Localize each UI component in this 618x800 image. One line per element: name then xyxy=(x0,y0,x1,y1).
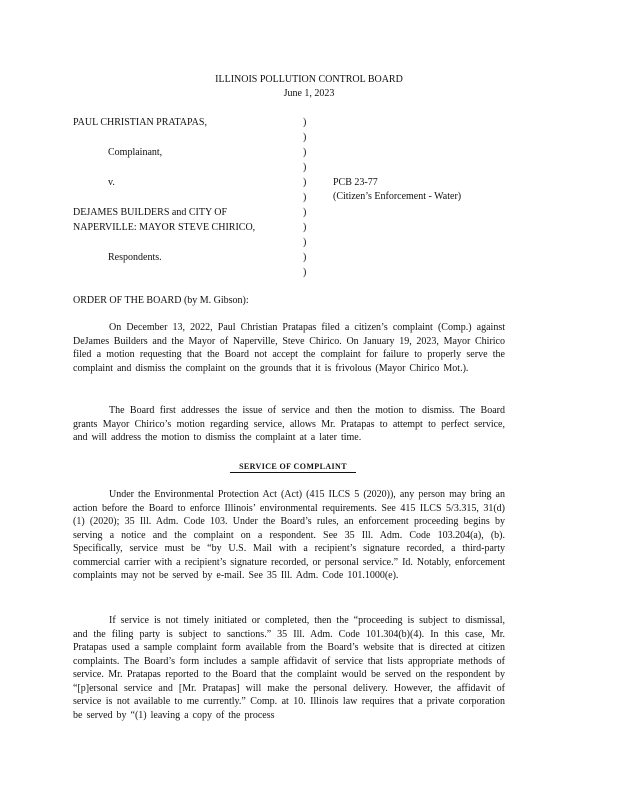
order-heading: ORDER OF THE BOARD (by M. Gibson): xyxy=(73,295,249,306)
caption-paren: ) xyxy=(303,192,307,203)
respondent-line-1: DEJAMES BUILDERS and CITY OF xyxy=(73,207,228,218)
agency-title: ILLINOIS POLLUTION CONTROL BOARD xyxy=(215,74,403,85)
caption-paren: ) xyxy=(303,132,307,143)
caption-paren: ) xyxy=(303,237,307,248)
paragraph-service-timing: If service is not timely initiated or completed, then the “proceeding is subject to dismissal, and the filing party is subject to sanctions.” 35 Ill. Adm. Code 101.304(b)(4). In this case, Mr. Pratapas used a sample complaint form available from the Board’s website that is directed at citizen complaints. The Board’s form includes a sample affidavit of service that lists appropriate methods of service. Mr. Pratapas reported to the Board that the complaint would be served on the respondent by “[p]ersonal service and [Mr. Pratapas] will make the personal delivery. However, the affidavit of service is not available to me currently.” Comp. at 10. Illinois law requires that a private corporation be served by “(1) leaving a copy of the process xyxy=(73,615,505,721)
order-date: June 1, 2023 xyxy=(283,88,335,99)
paragraph-intro: On December 13, 2022, Paul Christian Pratapas filed a citizen’s complaint (Comp.) against DeJames Builders and the Mayor of Naperville, Steve Chirico. On January 19, 2023, Mayor Chirico filed a motion requesting that the Board not accept the complaint for failure to properly serve the complaint and dismiss the complaint on the grounds that it is frivolous (Mayor Chirico Mot.). xyxy=(73,322,505,374)
respondent-role: Respondents. xyxy=(108,252,162,263)
case-type: (Citizen’s Enforcement - Water) xyxy=(333,191,462,202)
caption-paren: ) xyxy=(303,147,307,158)
caption-paren: ) xyxy=(303,162,307,173)
caption-paren: ) xyxy=(303,252,307,263)
paragraph-summary: The Board first addresses the issue of service and then the motion to dismiss. The Board grants Mayor Chirico’s motion regarding service, allows Mr. Pratapas to attempt to perfect service, and will address the motion to dismiss the complaint at a later time. xyxy=(73,405,505,443)
caption-paren: ) xyxy=(303,177,307,188)
caption-paren: ) xyxy=(303,267,307,278)
caption-paren: ) xyxy=(303,222,307,233)
case-number: PCB 23-77 xyxy=(333,177,378,188)
respondent-line-2: NAPERVILLE: MAYOR STEVE CHIRICO, xyxy=(73,222,256,233)
complainant-role: Complainant, xyxy=(108,147,163,158)
complainant-name: PAUL CHRISTIAN PRATAPAS, xyxy=(73,117,207,128)
caption-paren: ) xyxy=(303,117,307,128)
versus-label: v. xyxy=(108,177,115,188)
caption-paren: ) xyxy=(303,207,307,218)
section-heading: SERVICE OF COMPLAINT xyxy=(230,461,356,473)
paragraph-service-rules: Under the Environmental Protection Act (Act) (415 ILCS 5 (2020)), any person may bring an action before the Board to enforce Illinois’ environmental requirements. See 415 ILCS 5/3.315, 31(d)(1) (2020); 35 Ill. Adm. Code 103. Under the Board’s rules, an enforcement proceeding begins by serving a notice and the complaint on a respondent. See 35 Ill. Adm. Code 103.204(a), (b). Specifically, service must be “by U.S. Mail with a recipient’s signature recorded, a third-party commercial carrier with a recipient’s signature recorded, or personal service.” Id. Notably, enforcement complaints may not be served by e-mail. See 35 Ill. Adm. Code 101.1000(e). xyxy=(73,489,505,581)
